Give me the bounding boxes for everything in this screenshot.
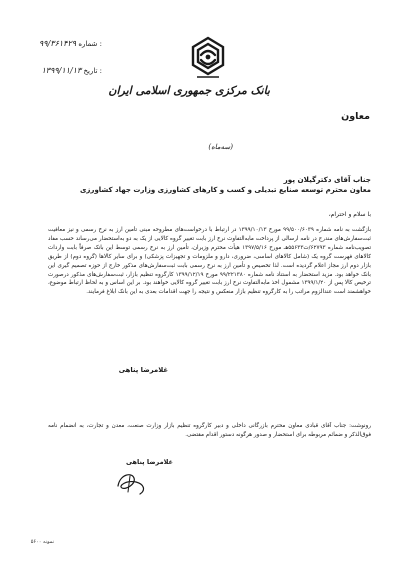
bank-name: بانک مرکزی جمهوری اسلامی ایران — [108, 84, 270, 97]
letter-date-label: تاریخ : — [83, 67, 102, 75]
letter-number-row — [30, 39, 102, 48]
classification-label: (سه‌ماه) — [208, 143, 233, 151]
letter-date-row — [30, 66, 102, 75]
role-label: معاون — [341, 111, 370, 122]
letter-date-value: ۱۳۹۹/۱۱/۱۳ — [41, 66, 82, 75]
body-paragraph: بازگشت به نامه شماره ۹۹/۵۰۰/۶۰۳۹ مورخ ۱۳۹۹/۱۰/۱۳ در ارتباط با درخواست‌های مطروحه مبنی تأمین ارز به نرخ رسمی و نیز معافیت ثبت‌سفارش‌های مندرج در نامه ارسالی از پرداخت مابه‌التفاوت نرخ ارز بابت تغییر گروه کالایی از یک به دو به‌استحضار می‌رساند حسب مفاد تصویب‌نامه شماره ۶۲۷۹۳/ت۵۵۶۳۳هـ مورخ ۱۳۹۷/۵/۱۶ هیأت محترم وزیران، تأمین ارز به نرخ رسمی توسط این بانک صرفاً بابت واردات کالاهای فهرست گروه یک (شامل کالاهای اساسی، ضروری، دارو و ملزومات و تجهیزات پزشکی) و برای سایر کالاها (گروه دوم) از طریق بازار دوم ارز مجاز اعلام گردیده است. لذا تخصیص و تأمین ارز به نرخ رسمی بابت ثبت‌سفارش‌های مذکور خارج از حوزه تصمیم گیری این بانک خواهد بود. مزید استحضار به استناد نامه شماره ۹۹/۲۲۱۳۸۰ مورخ ۱۳۹۹/۱۲/۱۹ کارگروه تنظیم بازار، ثبت‌سفارش‌های مذکور درصورت ترخیص کالا پس از ۱۳۹۹/۱/۲۰ مشمول اخذ مابه‌التفاوت نرخ ارز بابت تغییر گروه کالایی خواهند بود. بر این اساس و به لحاظ ارتباط موضوع، خواهشمند است عندالزوم مراتب را به کارگروه تنظیم بازار منعکس و نتیجه را جهت اقدامات بعدی به این بانک ابلاغ فرمایند. — [48, 227, 371, 296]
form-number: نمونه ۵۶۰۰ — [30, 539, 54, 545]
signatory-name: غلامرضا پناهی — [118, 366, 168, 374]
letter-number-label: شماره : — [78, 40, 102, 48]
handwritten-signature — [110, 468, 156, 498]
central-bank-emblem-icon — [187, 35, 229, 83]
greeting: با سلام و احترام، — [328, 211, 371, 218]
recipient-name: جناب آقای دکترگیلان پور — [283, 175, 371, 184]
cc-note: رونوشت: جناب آقای قبادی معاون محترم بازرگانی داخلی و دبیر کارگروه تنظیم بازار وزارت صنعت، معدن و تجارت، به انضمام نامه فوق‌الذکر و ضمائم مربوطه برای استحضار و صدور هرگونه دستور اقدام مقتضی. — [48, 423, 371, 438]
recipient-title: معاون محترم توسعه صنایع تبدیلی و کسب و کارهای کشاورزی وزارت جهاد کشاورزی — [79, 186, 371, 194]
letter-number-value: ۹۹/۳۶۱۴۲۹ — [39, 39, 77, 48]
cc-signatory-name: غلامرضا پناهی — [125, 458, 173, 466]
